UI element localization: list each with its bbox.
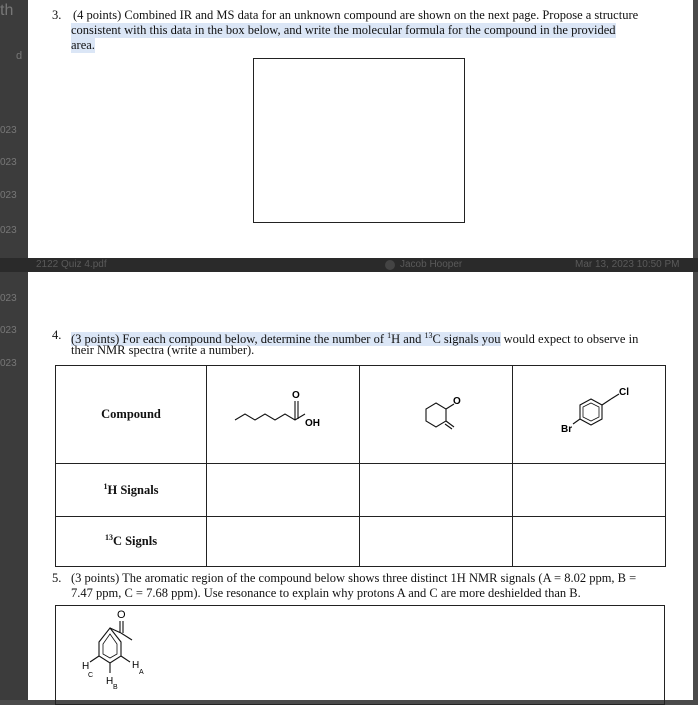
methylene-cyclohexanone-structure-icon xyxy=(376,383,496,443)
svg-text:H: H xyxy=(132,660,140,671)
c-signals-answer-2[interactable] xyxy=(360,517,513,567)
viewer-bar xyxy=(0,258,698,272)
sidebar-item[interactable]: 023 xyxy=(0,125,17,136)
svg-text:O: O xyxy=(117,609,126,621)
h-signals-answer-3[interactable] xyxy=(513,464,666,517)
q3-line2: consistent with this data in the box below, and write the molecular formula for the compound in the provided xyxy=(71,23,616,37)
upload-date: Mar 13, 2023 10:50 PM xyxy=(575,259,680,270)
svg-text:O: O xyxy=(453,395,461,407)
file-name[interactable]: 2122 Quiz 4.pdf xyxy=(36,259,107,270)
acetophenone-structure-icon xyxy=(66,606,186,701)
structure-answer-box xyxy=(253,58,465,223)
svg-text:H: H xyxy=(106,676,114,687)
q5-number: 5. xyxy=(52,571,62,585)
q4-line2: their NMR spectra (write a number). xyxy=(71,343,255,357)
bromo-chloro-benzene-structure-icon xyxy=(529,383,649,443)
q4-number: 4. xyxy=(52,328,62,342)
c-signals-label: $^{13}$C Signls xyxy=(56,517,207,567)
nmr-signals-table xyxy=(55,365,666,567)
sidebar-item[interactable]: d xyxy=(16,50,23,62)
c-signals-answer-1[interactable] xyxy=(207,517,360,567)
svg-text:H: H xyxy=(82,661,90,672)
svg-text:Br: Br xyxy=(561,423,573,435)
sidebar-item[interactable]: 023 xyxy=(0,325,17,336)
svg-text:O: O xyxy=(292,389,300,401)
q5-line1: (3 points) The aromatic region of the compound below shows three distinct 1H NMR signals (A = 8.02 ppm, B = xyxy=(71,571,637,585)
sidebar-item[interactable]: th xyxy=(0,2,14,19)
svg-text:C: C xyxy=(88,672,94,679)
compound-1-cell xyxy=(207,366,360,464)
carboxylic-acid-structure-icon xyxy=(223,383,343,443)
q5-line2: 7.47 ppm, C = 7.68 ppm). Use resonance to explain why protons A and C are more deshielded than B. xyxy=(71,586,581,600)
sidebar-item[interactable]: 023 xyxy=(0,358,17,369)
sidebar-item[interactable]: 023 xyxy=(0,157,17,168)
sidebar-item[interactable]: 023 xyxy=(0,225,17,236)
q5-answer-box xyxy=(55,605,665,705)
pdf-page-2 xyxy=(28,272,693,700)
c-signals-answer-3[interactable] xyxy=(513,517,666,567)
compound-3-cell xyxy=(513,366,666,464)
sidebar-item[interactable]: 023 xyxy=(0,190,17,201)
h-signals-answer-2[interactable] xyxy=(360,464,513,517)
svg-text:OH: OH xyxy=(305,417,320,429)
svg-text:Cl: Cl xyxy=(619,386,629,398)
pdf-page-1 xyxy=(28,0,693,258)
h-signals-label: $^1$H Signals xyxy=(56,464,207,517)
user-name: Jacob Hooper xyxy=(400,259,463,270)
compound-2-cell xyxy=(360,366,513,464)
thumbnail-sidebar xyxy=(0,0,28,700)
q3-line1: (4 points) Combined IR and MS data for an unknown compound are shown on the next page. Propose a structure xyxy=(73,8,639,22)
compound-header: Compound xyxy=(56,366,207,464)
sidebar-item[interactable]: 023 xyxy=(0,293,17,304)
user-avatar xyxy=(385,260,395,270)
q3-number: 3. xyxy=(52,8,62,22)
h-signals-answer-1[interactable] xyxy=(207,464,360,517)
svg-text:A: A xyxy=(139,669,144,676)
q4-line1: (3 points) For each compound below, determine the number of $^1$H and $^{13}$C signals you would expect to observe in xyxy=(71,331,639,347)
svg-text:B: B xyxy=(113,684,118,691)
q3-line3: area. xyxy=(71,38,95,52)
